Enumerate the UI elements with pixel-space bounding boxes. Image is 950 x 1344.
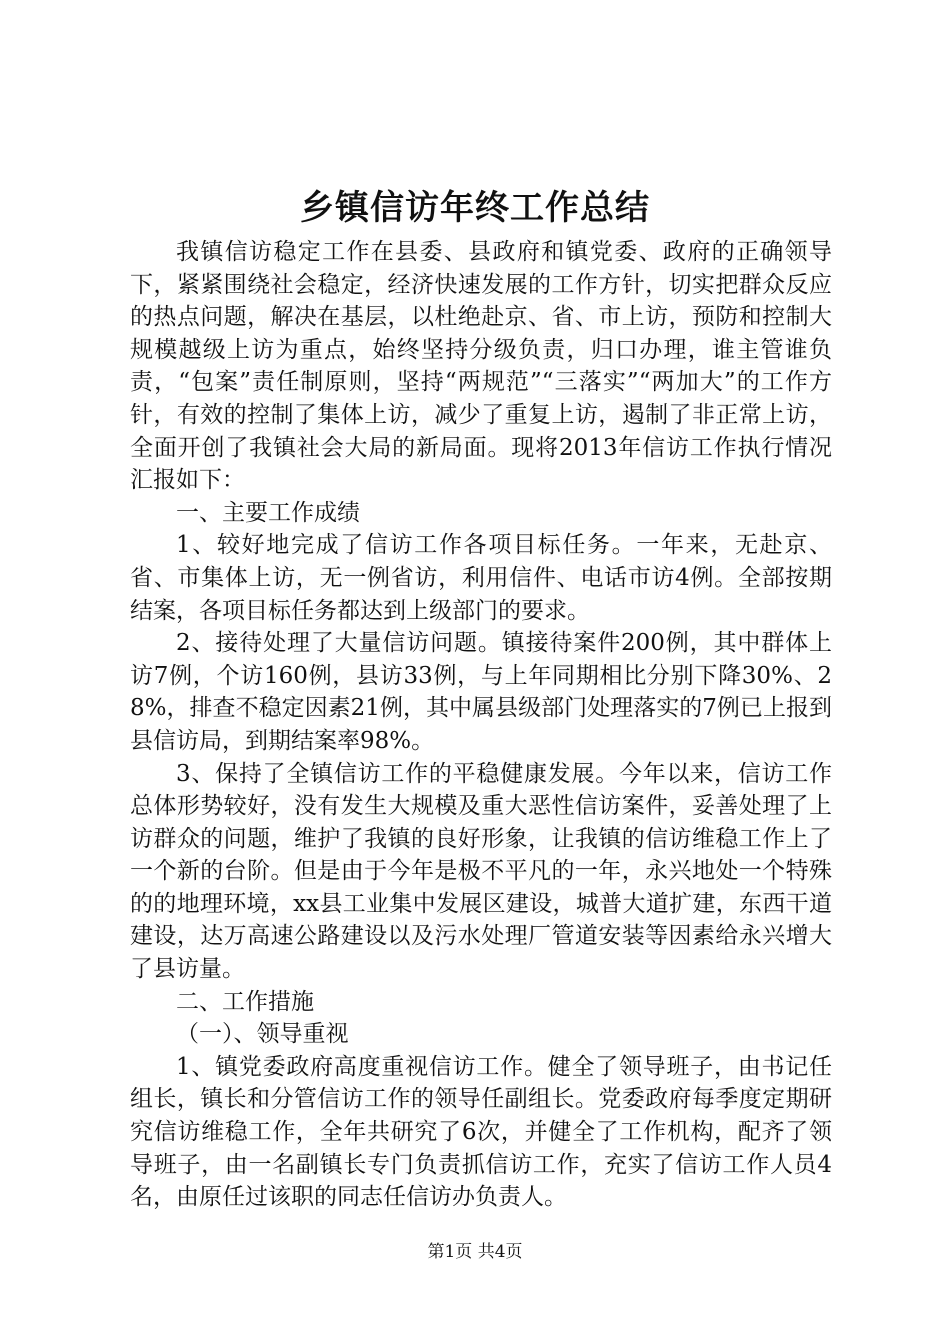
section-heading-achievements: 一、主要工作成绩 bbox=[176, 499, 360, 526]
section-heading-measures: 二、工作措施 bbox=[176, 988, 314, 1015]
page-footer: 第1页 共4页 bbox=[427, 1242, 523, 1262]
achievement-item-1: 1、较好地完成了信访工作各项目标任务。一年来，无赴京、省、市集体上访，无一例省访，利用信件、电话市访4例。全部按期结案，各项目标任务都达到上级部门的要求。 bbox=[130, 532, 832, 624]
subsection-heading-leadership: （一）、领导重视 bbox=[176, 1021, 349, 1048]
achievement-item-3: 3、保持了全镇信访工作的平稳健康发展。今年以来，信访工作总体形势较好，没有发生大规模及重大恶性信访案件，妥善处理了上访群众的问题，维护了我镇的良好形象，让我镇的信访维稳工作上了一个新的台阶。但是由于今年是极不平凡的一年，永兴地处一个特殊的的地理环境，xx县工业集中发展区建设，城普大道扩建，东西干道建设，达万高速公路建设以及污水处理厂管道安装等因素给永兴增大了县访量。 bbox=[130, 760, 832, 983]
intro-paragraph: 我镇信访稳定工作在县委、县政府和镇党委、政府的正确领导下，紧紧围绕社会稳定，经济快速发展的工作方针，切实把群众反应的热点问题，解决在基层，以杜绝赴京、省、市上访，预防和控制大规模越级上访为重点，始终坚持分级负责，归口办理，谁主管谁负责，“包案”责任制原则，坚持“两规范”“三落实”“两加大”的工作方针，有效的控制了集体上访，减少了重复上访，遏制了非正常上访，全面开创了我镇社会大局的新局面。现将2013年信访工作执行情况汇报如下： bbox=[130, 239, 832, 494]
document-body bbox=[130, 236, 832, 1214]
measure-item-1: 1、镇党委政府高度重视信访工作。健全了领导班子，由书记任组长，镇长和分管信访工作的领导任副组长。党委政府每季度定期研究信访维稳工作，全年共研究了6次，并健全了工作机构，配齐了领导班子，由一名副镇长专门负责抓信访工作，充实了信访工作人员4名，由原任过该职的同志任信访办负责人。 bbox=[130, 1053, 832, 1211]
achievement-item-2: 2、接待处理了大量信访问题。镇接待案件200例，其中群体上访7例，个访160例，县访33例，与上年同期相比分别下降30%、28%，排查不稳定因素21例，其中属县级部门处理落实的7例已上报到县信访局，到期结案率98%。 bbox=[130, 630, 832, 754]
document-title: 乡镇信访年终工作总结 bbox=[300, 188, 650, 228]
